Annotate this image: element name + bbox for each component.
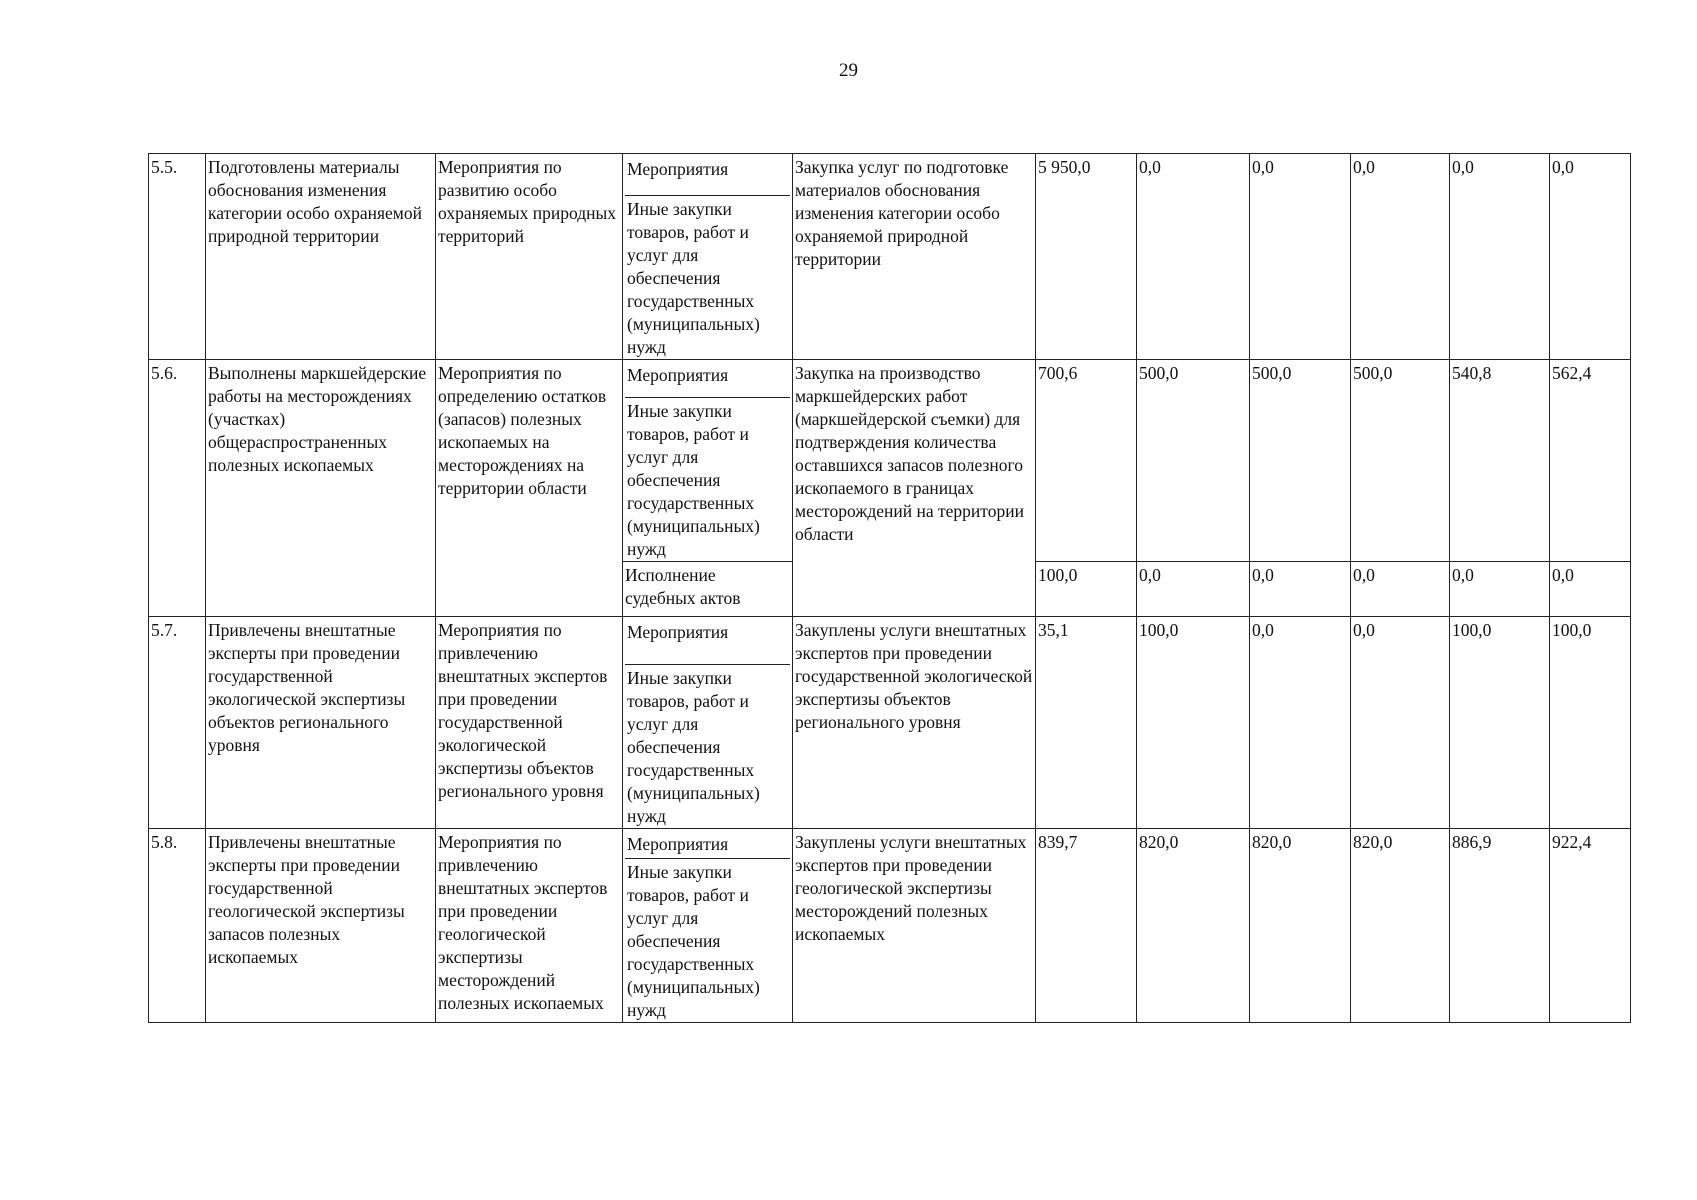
measure-cell: Мероприятия по привлечению внештатных экспертов при проведении государственной экологической экспертизы объектов регионального уровня	[436, 617, 623, 829]
row-number: 5.8.	[149, 829, 206, 1023]
value-cell: 0,0	[1351, 154, 1450, 360]
value-cell: 839,7	[1036, 829, 1137, 1023]
row-number: 5.5.	[149, 154, 206, 360]
value-cell: 500,0	[1137, 360, 1250, 562]
value-cell: 922,4	[1550, 829, 1631, 1023]
kbk-cell	[623, 154, 793, 360]
value-cell: 100,0	[1550, 617, 1631, 829]
measure-cell: Мероприятия по привлечению внештатных экспертов при проведении геологической экспертизы месторождений полезных ископаемых	[436, 829, 623, 1023]
value-cell: 100,0	[1137, 617, 1250, 829]
value-cell: 0,0	[1250, 562, 1351, 617]
value-cell: 35,1	[1036, 617, 1137, 829]
value-cell: 0,0	[1250, 617, 1351, 829]
measure-cell: Мероприятия по развитию особо охраняемых природных территорий	[436, 154, 623, 360]
kbk-cell	[623, 360, 793, 562]
value-cell: 0,0	[1137, 562, 1250, 617]
value-cell: 820,0	[1351, 829, 1450, 1023]
page-number: 29	[839, 60, 858, 81]
result-cell: Выполнены маркшейдерские работы на месторождениях (участках) общераспространенных полезных ископаемых	[206, 360, 436, 617]
kbk-expense-type: Иные закупки товаров, работ и услуг для обеспечения государственных (муниципальных) нужд	[627, 199, 760, 357]
value-cell: 700,6	[1036, 360, 1137, 562]
kbk-expense-type: Иные закупки товаров, работ и услуг для обеспечения государственных (муниципальных) нужд	[627, 862, 760, 1020]
row-number: 5.6.	[149, 360, 206, 617]
measure-cell: Мероприятия по определению остатков (запасов) полезных ископаемых на месторождениях на территории области	[436, 360, 623, 617]
table-row	[149, 829, 1631, 1023]
table-row	[149, 360, 1631, 562]
value-cell: 5 950,0	[1036, 154, 1137, 360]
kbk-activity: Мероприятия	[625, 362, 790, 398]
kbk-cell	[623, 617, 793, 829]
purpose-cell: Закупка на производство маркшейдерских работ (маркшейдерской съемки) для подтверждения количества оставшихся запасов полезного ископаемого в границах месторождений на территории области	[793, 360, 1036, 617]
kbk-activity: Мероприятия	[625, 619, 790, 665]
result-cell: Привлечены внештатные эксперты при проведении государственной геологической экспертизы запасов полезных ископаемых	[206, 829, 436, 1023]
purpose-cell: Закуплены услуги внештатных экспертов при проведении государственной экологической экспертизы объектов регионального уровня	[793, 617, 1036, 829]
value-cell: 0,0	[1351, 617, 1450, 829]
kbk-activity: Мероприятия	[625, 156, 790, 196]
row-number: 5.7.	[149, 617, 206, 829]
value-cell: 500,0	[1351, 360, 1450, 562]
value-cell: 0,0	[1450, 562, 1550, 617]
kbk-cell	[623, 829, 793, 1023]
budget-table	[148, 153, 1631, 1023]
value-cell: 100,0	[1036, 562, 1137, 617]
value-cell: 820,0	[1137, 829, 1250, 1023]
kbk-expense-type: Иные закупки товаров, работ и услуг для обеспечения государственных (муниципальных) нужд	[627, 668, 760, 826]
purpose-cell: Закуплены услуги внештатных экспертов при проведении геологической экспертизы месторождений полезных ископаемых	[793, 829, 1036, 1023]
value-cell: 0,0	[1550, 154, 1631, 360]
purpose-cell: Закупка услуг по подготовке материалов обоснования изменения категории особо охраняемой природной территории	[793, 154, 1036, 360]
kbk-expense-type: Иные закупки товаров, работ и услуг для обеспечения государственных (муниципальных) нужд	[627, 401, 760, 559]
value-cell: 540,8	[1450, 360, 1550, 562]
value-cell: 100,0	[1450, 617, 1550, 829]
result-cell: Подготовлены материалы обоснования изменения категории особо охраняемой природной территории	[206, 154, 436, 360]
kbk-court-acts: Исполнение судебных актов	[623, 562, 793, 617]
value-cell: 500,0	[1250, 360, 1351, 562]
value-cell: 0,0	[1550, 562, 1631, 617]
value-cell: 0,0	[1351, 562, 1450, 617]
value-cell: 820,0	[1250, 829, 1351, 1023]
result-cell: Привлечены внештатные эксперты при проведении государственной экологической экспертизы объектов регионального уровня	[206, 617, 436, 829]
value-cell: 0,0	[1250, 154, 1351, 360]
value-cell: 562,4	[1550, 360, 1631, 562]
value-cell: 886,9	[1450, 829, 1550, 1023]
table-row	[149, 154, 1631, 360]
value-cell: 0,0	[1137, 154, 1250, 360]
kbk-activity: Мероприятия	[625, 831, 790, 859]
table-row	[149, 617, 1631, 829]
value-cell: 0,0	[1450, 154, 1550, 360]
